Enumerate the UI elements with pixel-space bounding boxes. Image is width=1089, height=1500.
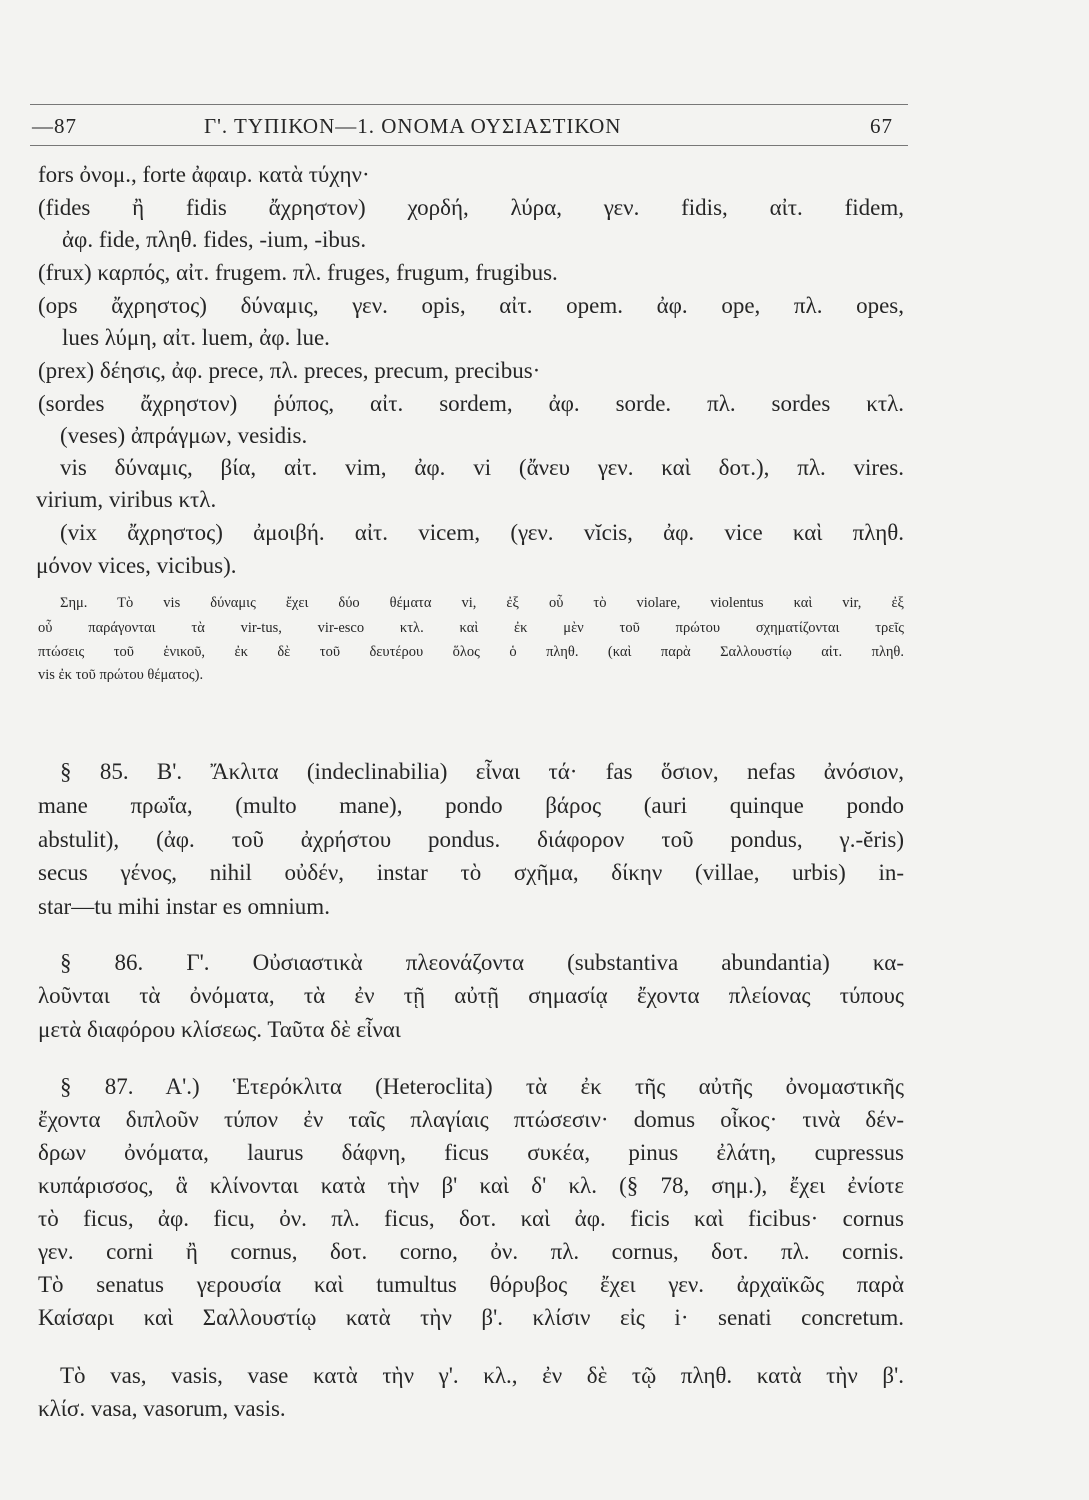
text-line: Τὸ senatus γερουσία καὶ tumultus θόρυβος ἔχει γεν. ἀρχαϊκῶς παρὰ (38, 1272, 904, 1297)
text-line: secus γένος, nihil οὐδέν, instar τὸ σχῆμα, δίκην (villae, urbis) in- (38, 860, 904, 885)
text-line: τὸ ficus, ἀφ. ficu, ὀν. πλ. ficus, δοτ. καὶ ἀφ. ficis καὶ ficibus· cornus (38, 1206, 904, 1231)
text-line: (sordes ἄχρηστον) ῥύπος, αἰτ. sordem, ἀφ. sorde. πλ. sordes κτλ. (38, 391, 904, 416)
text-line: μόνον vices, vicibus). (36, 553, 237, 578)
text-line: Καίσαρι καὶ Σαλλουστίῳ κατὰ τὴν β'. κλίσιν εἰς i· senati concretum. (38, 1305, 904, 1330)
text-line: (prex) δέησις, ἀφ. prece, πλ. preces, precum, precibus· (38, 358, 541, 383)
text-line: γεν. corni ἢ cornus, δοτ. corno, ὀν. πλ. cornus, δοτ. πλ. cornis. (38, 1239, 904, 1264)
text-line: vis δύναμις, βία, αἰτ. vim, ἀφ. vi (ἄνευ γεν. καὶ δοτ.), πλ. vires. (60, 455, 904, 480)
header-top-rule (30, 104, 908, 105)
text-line: mane πρωΐα, (multo mane), pondo βάρος (auri quinque pondo (38, 793, 904, 818)
text-line: κυπάρισσος, ἃ κλίνονται κατὰ τὴν β' καὶ δ' κλ. (§ 78, σημ.), ἔχει ἐνίοτε (38, 1173, 904, 1198)
section-87-heading-line: § 87. Α'.) Ἑτερόκλιτα (Heteroclita) τὰ ἐκ τῆς αὐτῆς ὀνομαστικῆς (60, 1074, 904, 1099)
page-number: 67 (870, 114, 893, 138)
text-line: abstulit), (ἀφ. τοῦ ἀχρήστου pondus. διάφορον τοῦ pondus, γ.-ĕris) (38, 827, 904, 852)
text-line: δρων ὀνόματα, laurus δάφνη, ficus συκέα, pinus ἐλάτη, cupressus (38, 1140, 904, 1165)
section-86-heading-line: § 86. Γ'. Οὐσιαστικὰ πλεονάζοντα (substantiva abundantia) κα- (60, 950, 904, 975)
text-line: fors ὀνομ., forte ἀφαιρ. κατὰ τύχην· (38, 162, 370, 187)
text-line: lues λύμη, αἰτ. luem, ἀφ. lue. (62, 325, 330, 350)
section-range: —87 (32, 114, 77, 138)
text-line: (fides ἢ fidis ἄχρηστον) χορδή, λύρα, γεν. fidis, αἰτ. fidem, (38, 195, 904, 220)
text-line: μετὰ διαφόρου κλίσεως. Ταῦτα δὲ εἶναι (38, 1017, 401, 1042)
text-line: (veses) ἀπράγμων, vesidis. (60, 423, 308, 448)
text-line: virium, viribus κτλ. (36, 487, 217, 512)
text-line: (vix ἄχρηστος) ἀμοιβή. αἰτ. vicem, (γεν. vĭcis, ἀφ. vice καὶ πληθ. (60, 520, 904, 545)
note-line: Σημ. Τὸ vis δύναμις ἔχει δύο θέματα vi, ἐξ οὗ τὸ violare, violentus καὶ vir, ἐξ (60, 595, 904, 611)
note-line: vis ἐκ τοῦ πρώτου θέματος). (38, 667, 204, 683)
running-title: Γ'. ΤΥΠΙΚΟΝ—1. ΟΝΟΜΑ ΟΥΣΙΑΣΤΙΚΟΝ (204, 114, 622, 138)
section-85-heading-line: § 85. Β'. Ἄκλιτα (indeclinabilia) εἶναι τά· fas ὅσιον, nefas ἀνόσιον, (60, 759, 904, 784)
text-line: ἔχοντα διπλοῦν τύπον ἐν ταῖς πλαγίαις πτώσεσιν· domus οἶκος· τινὰ δέν- (38, 1107, 904, 1132)
header-bottom-rule (30, 145, 908, 146)
text-line: (ops ἄχρηστος) δύναμις, γεν. opis, αἰτ. opem. ἀφ. ope, πλ. opes, (38, 293, 904, 318)
text-line: κλίσ. vasa, vasorum, vasis. (38, 1396, 286, 1421)
text-line: Τὸ vas, vasis, vase κατὰ τὴν γ'. κλ., ἐν δὲ τῷ πληθ. κατὰ τὴν β'. (60, 1363, 904, 1388)
text-line: star—tu mihi instar es omnium. (38, 894, 330, 919)
note-line: πτώσεις τοῦ ἑνικοῦ, ἐκ δὲ τοῦ δευτέρου ὅλος ὁ πληθ. (καὶ παρὰ Σαλλουστίῳ αἰτ. πληθ. (38, 644, 904, 660)
text-line: (frux) καρπός, αἰτ. frugem. πλ. fruges, frugum, frugibus. (38, 260, 558, 285)
text-line: λοῦνται τὰ ὀνόματα, τὰ ἐν τῇ αὐτῇ σημασίᾳ ἔχοντα πλείονας τύπους (38, 983, 904, 1008)
text-line: ἀφ. fide, πληθ. fides, -ium, -ibus. (62, 227, 367, 252)
note-line: οὗ παράγονται τὰ vir-tus, vir-esco κτλ. καὶ ἐκ μὲν τοῦ πρώτου σχηματίζονται τρεῖς (38, 620, 904, 636)
